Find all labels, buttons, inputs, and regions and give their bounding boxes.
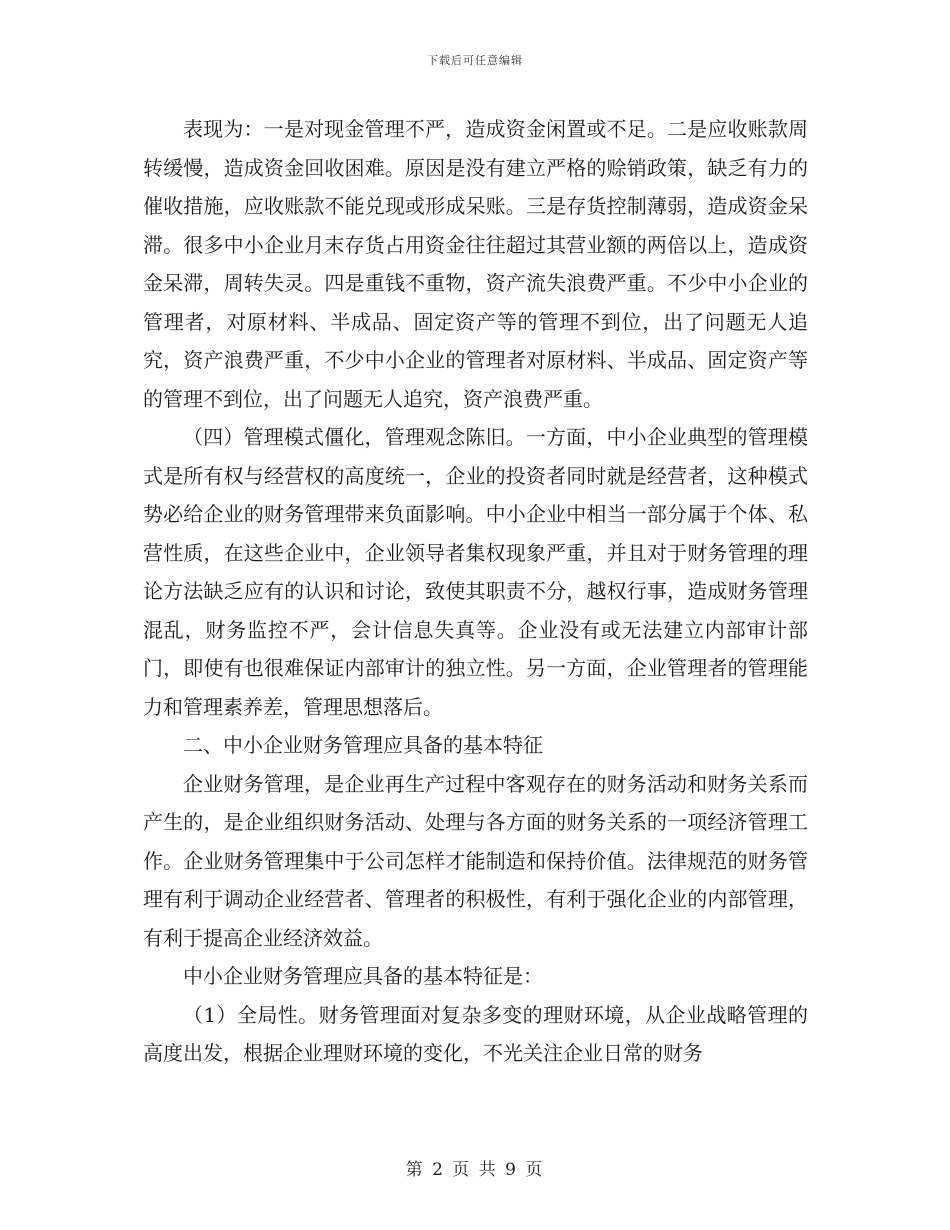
paragraph-4: 中小企业财务管理应具备的基本特征是： [183,964,543,988]
document-body [143,110,808,1073]
paragraph-3: 企业财务管理，是企业再生产过程中客观存在的财务活动和财务关系而产生的，是企业组织财务活动、处理与各方面的财务关系的一项经济管理工作。企业财务管理集中于公司怎样才能制造和保持价值。法律规范的财务管理有利于调动企业经营者、管理者的积极性，有利于强化企业的内部管理，有利于提高企业经济效益。 [143,771,808,950]
paragraph-2: （四）管理模式僵化，管理观念陈旧。一方面，中小企业典型的管理模式是所有权与经营权的高度统一，企业的投资者同时就是经营者，这种模式势必给企业的财务管理带来负面影响。中小企业中相当一部分属于个体、私营性质，在这些企业中，企业领导者集权现象严重，并且对于财务管理的理论方法缺乏应有的认识和讨论，致使其职责不分，越权行事，造成财务管理混乱，财务监控不严，会计信息失真等。企业没有或无法建立内部审计部门，即使有也很难保证内部审计的独立性。另一方面，企业管理者的管理能力和管理素养差，管理思想落后。 [143,425,808,719]
paragraph-5: （1）全局性。财务管理面对复杂多变的理财环境，从企业战略管理的高度出发，根据企业理财环境的变化，不光关注企业日常的财务 [143,1002,808,1065]
page-header: 下载后可任意编辑 [427,54,523,67]
page-number-footer: 第 2 页 共 9 页 [405,1160,545,1180]
paragraph-1: 表现为：一是对现金管理不严，造成资金闲置或不足。二是应收账款周转缓慢，造成资金回收困难。原因是没有建立严格的赊销政策，缺乏有力的催收措施，应收账款不能兑现或形成呆账。三是存货控制薄弱，造成资金呆滞。很多中小企业月末存货占用资金往往超过其营业额的两倍以上，造成资金呆滞，周转失灵。四是重钱不重物，资产流失浪费严重。不少中小企业的管理者，对原材料、半成品、固定资产等的管理不到位，出了问题无人追究，资产浪费严重，不少中小企业的管理者对原材料、半成品、固定资产等的管理不到位，出了问题无人追究，资产浪费严重。 [143,117,808,411]
section-heading: 二、中小企业财务管理应具备的基本特征 [183,733,543,757]
